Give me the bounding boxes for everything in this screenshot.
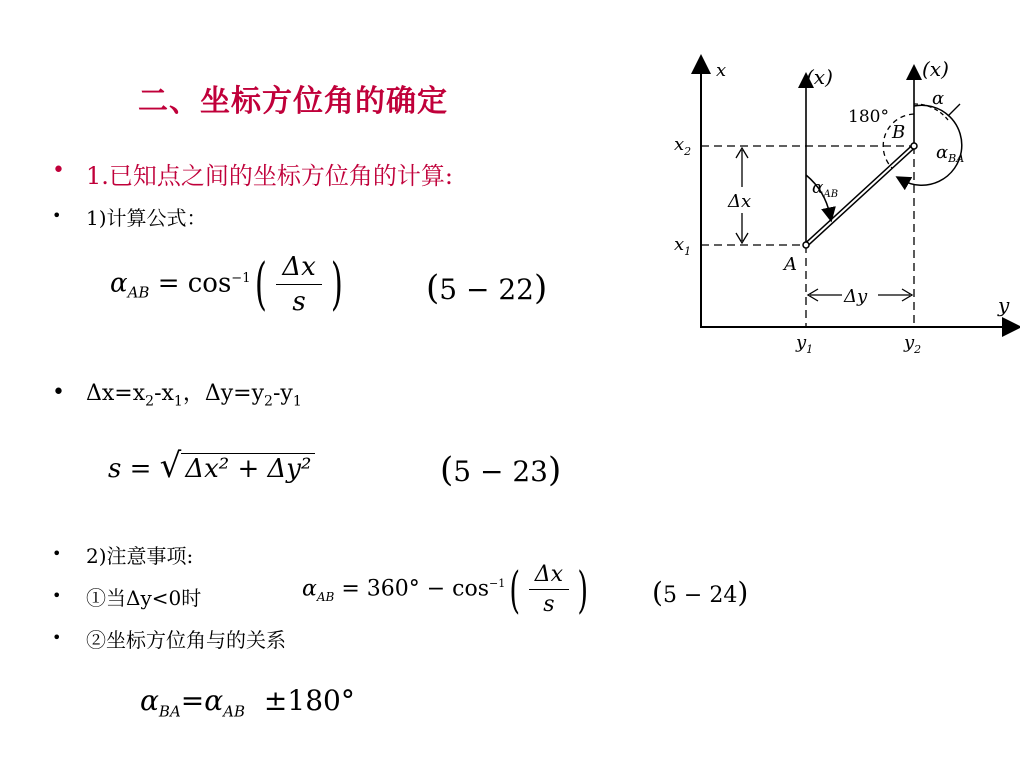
x-paren-label-a: (x): [806, 65, 833, 89]
notes-heading: 2)注意事项:: [86, 544, 194, 568]
fraction: [529, 562, 569, 617]
numerator: Δx: [529, 562, 569, 590]
equation-5-23: s = √ Δx² + Δy²: [108, 446, 315, 486]
point-a: [803, 242, 809, 248]
equation-5-24: $\alpha_{AB} = 360^\circ - \cos^{-1}$( $\frac{\Delta x}{s}$ ): [302, 560, 589, 619]
subscript: AB: [127, 283, 150, 302]
note-2: ②坐标方位角与的关系: [86, 628, 286, 652]
alpha-ab-label: $\alpha_{AB}$: [812, 178, 839, 200]
bullet-dot: •: [52, 586, 62, 605]
section-heading: 1.已知点之间的坐标方位角的计算:: [86, 162, 453, 190]
dx-label: Δx: [728, 191, 752, 212]
x-axis-label: x: [716, 60, 727, 81]
bullet-dot: •: [52, 380, 65, 405]
angle-180-label: 180°: [848, 107, 889, 127]
note-1: ①当Δy<0时: [86, 586, 202, 610]
equation-number-5-23: (5 − 23): [440, 450, 562, 490]
cos-text: = cos: [157, 268, 232, 299]
alpha-symbol: α: [302, 576, 317, 602]
equation-number-5-22: (5 − 22): [426, 268, 548, 308]
x-paren-label-b: (x): [922, 57, 949, 81]
bullet-dot: •: [52, 206, 62, 225]
superscript: −1: [489, 577, 506, 591]
y2-tick-label: $y_2$: [904, 332, 922, 356]
y-axis-label: y: [998, 293, 1010, 317]
cos-text: = 360° − cos: [341, 576, 490, 602]
x2-tick-label: $x_2$: [674, 134, 692, 158]
delta-definitions: $\Delta x=x_2-x_1$，$\Delta y=y_2-y_1$: [86, 381, 302, 410]
s-equals: s =: [108, 454, 152, 484]
page-title: 二、坐标方位角的确定: [138, 84, 448, 119]
denominator: s: [292, 287, 306, 317]
numerator: Δx: [276, 252, 321, 285]
alpha-label: α: [932, 88, 945, 109]
radicand: Δx² + Δy²: [181, 453, 315, 484]
bullet-dot: •: [52, 544, 62, 563]
bullet-dot: •: [52, 628, 62, 647]
fraction: [276, 252, 321, 317]
equation-number-5-24: (5 − 24): [652, 576, 749, 609]
superscript: −1: [231, 270, 251, 286]
alpha-ba-label: $\alpha_{BA}$: [936, 142, 965, 165]
dy-label: Δy: [844, 286, 868, 307]
bullet-dot: •: [52, 158, 65, 183]
x1-tick-label: $x_1$: [674, 234, 692, 258]
alpha-symbol: α: [110, 268, 128, 299]
denominator: s: [543, 592, 555, 617]
point-b-label: B: [892, 122, 906, 143]
subscript: AB: [316, 589, 335, 604]
formula-label: 1)计算公式：: [86, 206, 207, 230]
point-a-label: A: [784, 254, 797, 275]
point-b: [911, 143, 917, 149]
equation-5-22: $\alpha_{AB} = \cos^{-1}$( $\frac{\Delta x}{s}$ ): [110, 251, 343, 317]
azimuth-diagram: [670, 50, 1020, 360]
equation-reverse-azimuth: $\alpha_{BA}=\alpha_{AB} \pm 180^\circ$: [140, 684, 355, 721]
y1-tick-label: $y_1$: [796, 332, 814, 356]
